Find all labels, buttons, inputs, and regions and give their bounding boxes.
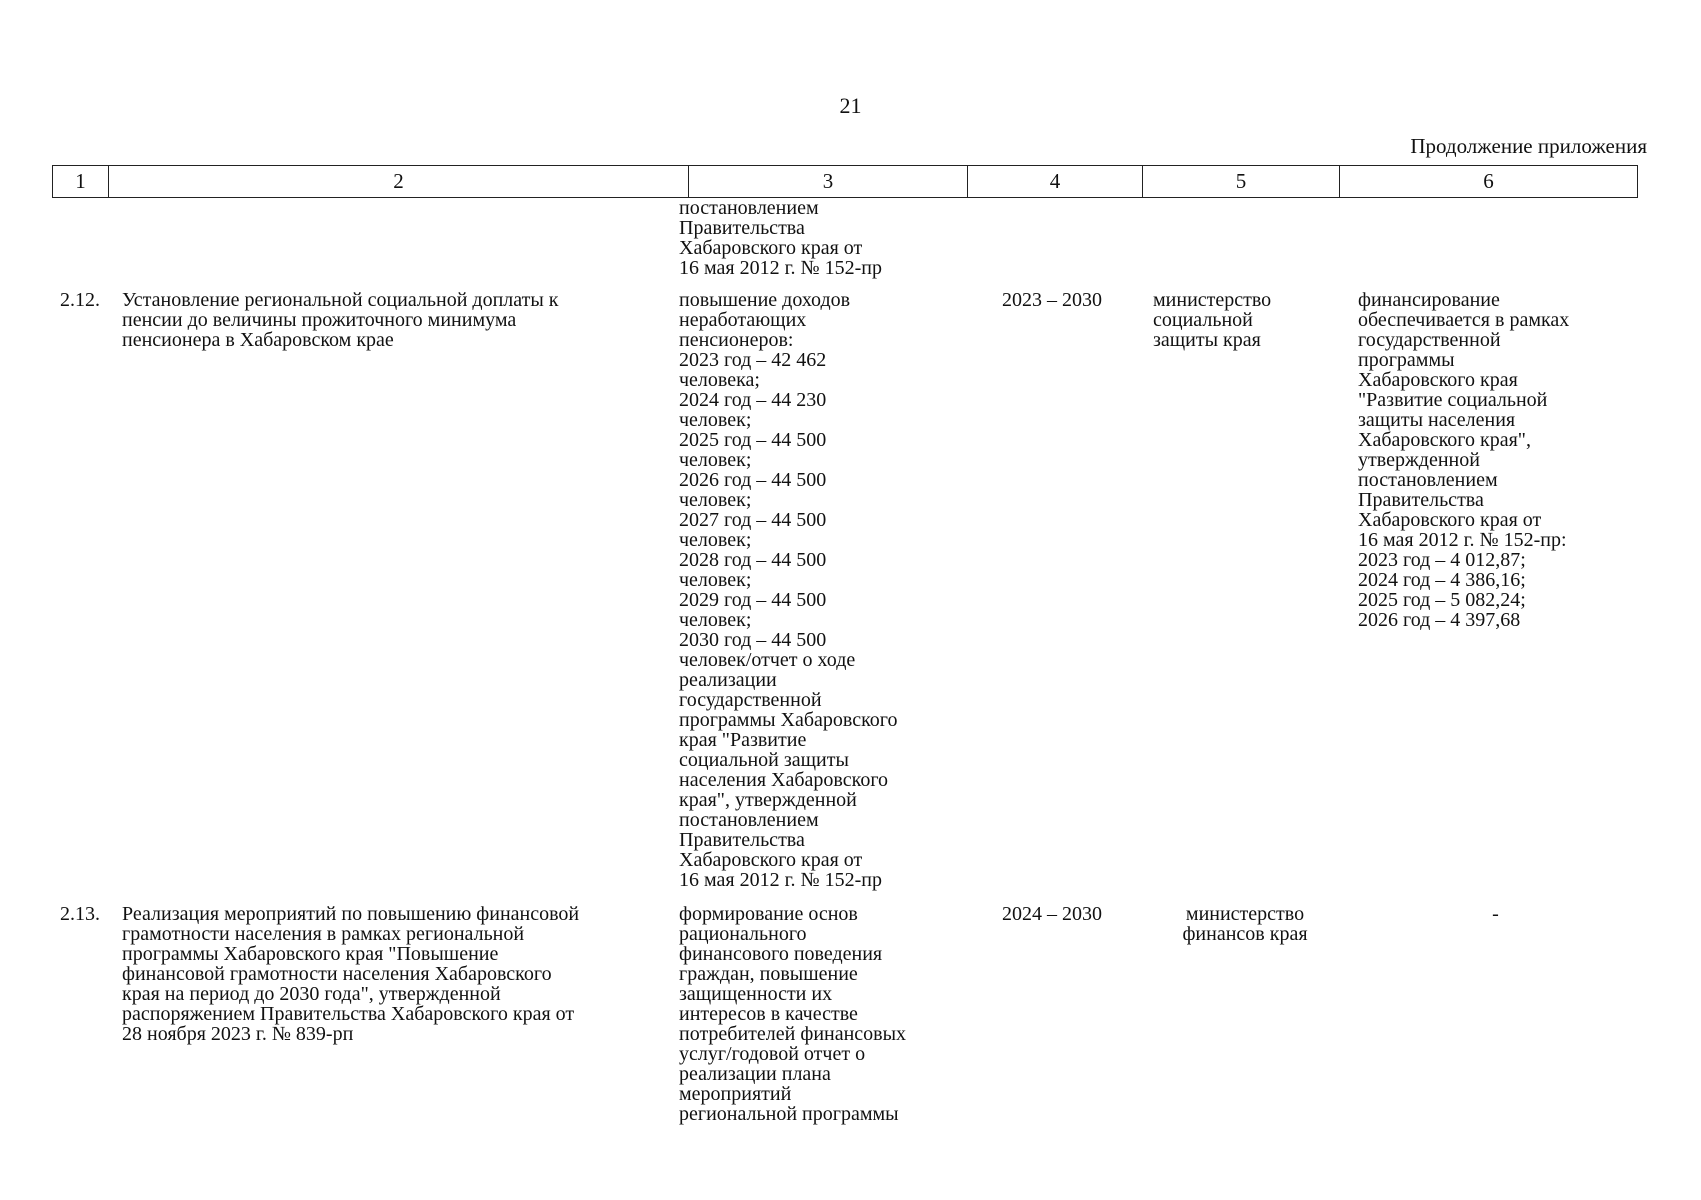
row-2-12-executor: министерство социальной защиты края	[1153, 289, 1272, 351]
column-number-row	[52, 165, 1638, 198]
row-2-12-financing: финансирование обеспечивается в рамках государственной программы Хабаровского края "Развитие социальной защиты населения Хабаровского края", утвержденной постановлением Правительства Хабаровского края от 16 мая 2012 г. № 152-пр: 2023 год – 4 012,87; 2024 год – 4 386,16; 2025 год – 5 082,24; 2026 год – 4 397,68	[1358, 289, 1570, 631]
row-2-13-financing: -	[1492, 903, 1499, 925]
row-2-13-result: формирование основ рационального финансового поведения граждан, повышение защищенности их интересов в качестве потребителей финансовых услуг/годовой отчет о реализации плана мероприятий региональной программы	[679, 903, 907, 1125]
carryover-result-text: постановлением Правительства Хабаровского края от 16 мая 2012 г. № 152-пр	[679, 197, 882, 279]
column-number-4: 4	[968, 166, 1143, 197]
row-2-13-number: 2.13.	[60, 903, 100, 925]
row-2-13-measure: Реализация мероприятий по повышению финансовой грамотности населения в рамках региональной программы Хабаровского края "Повышение финансовой грамотности населения Хабаровского края на период до 2030 года", утвержденной распоряжением Правительства Хабаровского края от 28 ноября 2023 г. № 839-рп	[122, 903, 580, 1045]
row-2-13-period: 2024 – 2030	[1002, 903, 1102, 925]
row-2-12-number: 2.12.	[60, 289, 100, 311]
column-number-3: 3	[689, 166, 968, 197]
row-2-12-measure: Установление региональной социальной доплаты к пенсии до величины прожиточного минимума пенсионера в Хабаровском крае	[122, 289, 559, 351]
row-2-13-executor: министерство финансов края	[1182, 903, 1308, 945]
column-number-2: 2	[109, 166, 689, 197]
continuation-note: Продолжение приложения	[1410, 134, 1647, 158]
column-number-6: 6	[1483, 169, 1494, 193]
row-2-12-period: 2023 – 2030	[1002, 289, 1102, 311]
page-number: 21	[839, 93, 862, 118]
row-2-12-result: повышение доходов неработающих пенсионеров: 2023 год – 42 462 человека; 2024 год – 44 230 человек; 2025 год – 44 500 человек; 2026 год – 44 500 человек; 2027 год – 44 500 человек; 2028 год – 44 500 человек; 2029 год – 44 500 человек; 2030 год – 44 500 человек/отчет о ходе реализации государственной программы Хабаровского края "Развитие социальной защиты населения Хабаровского края", утвержденной постановлением Правительства Хабаровского края от 16 мая 2012 г. № 152-пр	[679, 289, 898, 891]
column-number-1: 1	[53, 166, 109, 197]
column-number-5: 5	[1143, 166, 1340, 197]
